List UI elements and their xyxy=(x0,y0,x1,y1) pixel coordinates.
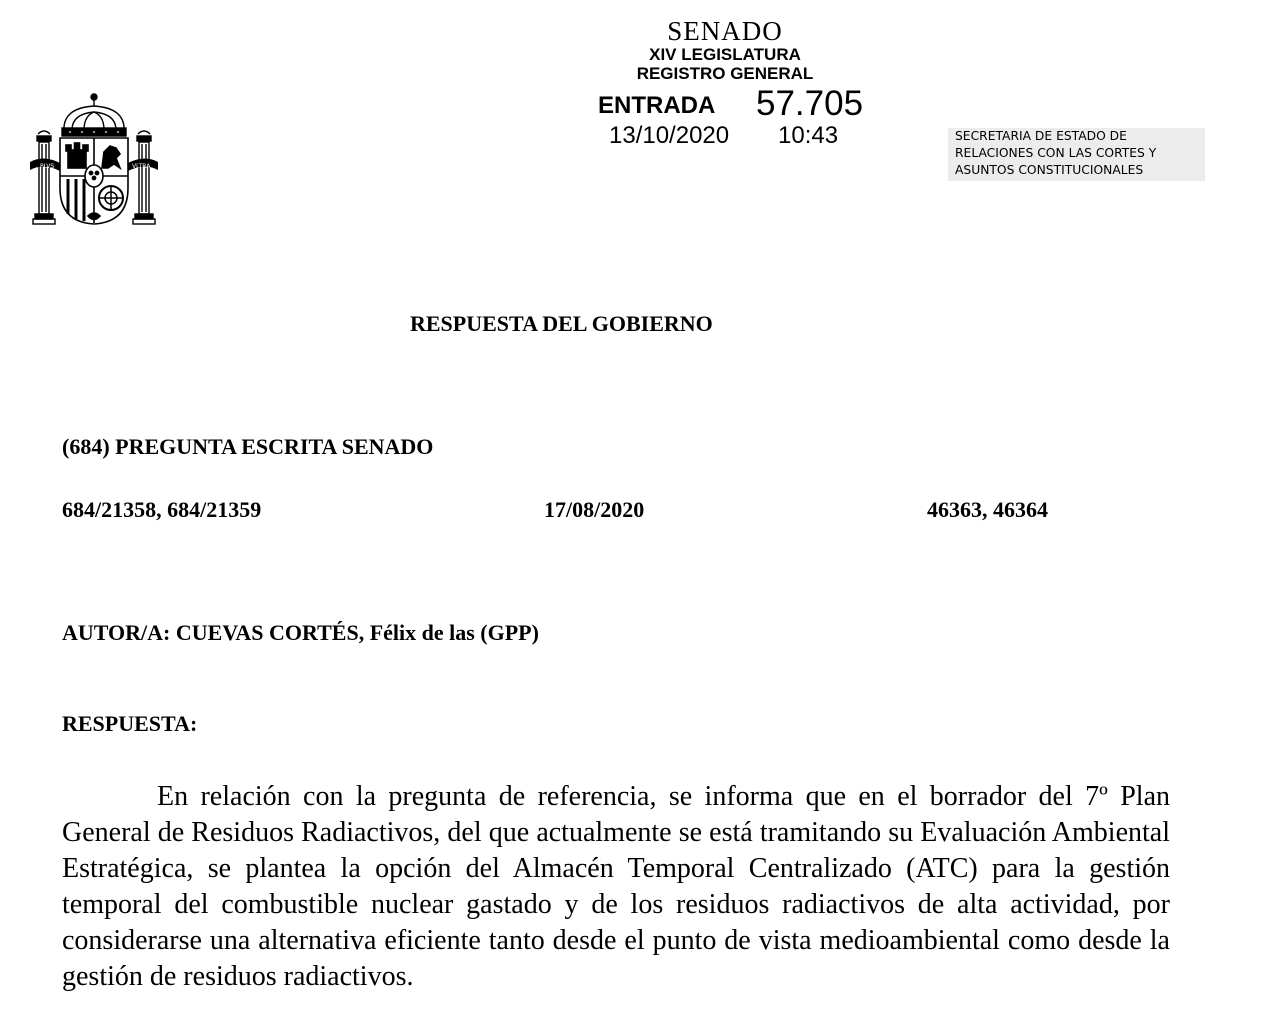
question-type: (684) PREGUNTA ESCRITA SENADO xyxy=(62,434,434,459)
stamp-entry-number: 57.705 xyxy=(756,84,864,123)
stamp-entry-label: ENTRADA xyxy=(598,92,716,119)
svg-text:VLTRA: VLTRA xyxy=(132,163,151,170)
answer-body xyxy=(62,779,1170,995)
stamp-legislature: XIV LEGISLATURA xyxy=(649,45,801,64)
stamp-registry: REGISTRO GENERAL xyxy=(636,64,814,83)
document-title: RESPUESTA DEL GOBIERNO xyxy=(410,311,713,336)
coat-of-arms-icon xyxy=(28,92,160,226)
secretaria-line: SECRETARIA DE ESTADO DE xyxy=(955,129,1127,143)
question-references: 684/21358, 684/21359 xyxy=(62,497,262,522)
author-line: AUTOR/A: CUEVAS CORTÉS, Félix de las (GPP) xyxy=(62,620,539,645)
stamp-date: 13/10/2020 xyxy=(609,122,730,149)
secretaria-header xyxy=(948,128,1205,181)
secretaria-line: ASUNTOS CONSTITUCIONALES xyxy=(955,163,1144,177)
question-date: 17/08/2020 xyxy=(544,497,645,522)
crown xyxy=(62,94,126,136)
answer-label: RESPUESTA: xyxy=(62,711,198,736)
left-pillar xyxy=(33,131,55,224)
svg-text:PLVS: PLVS xyxy=(40,163,55,170)
right-pillar xyxy=(133,131,155,224)
registry-numbers: 46363, 46364 xyxy=(927,497,1048,522)
secretaria-line: RELACIONES CON LAS CORTES Y xyxy=(955,146,1157,160)
stamp-time: 10:43 xyxy=(778,122,839,149)
answer-paragraph: En relación con la pregunta de referencia, se informa que en el borrador del 7º Plan General de Residuos Radiactivos, del que actualmente se está tramitando su Evaluación Ambiental Estratégica, se plantea la opción del Almacén Temporal Centralizado (ATC) para la gestión temporal del combustible nuclear gastado y de los residuos radiactivos de alta actividad, por considerarse una alternativa eficiente tanto desde el punto de vista medioambiental como desde la gestión de residuos radiactivos. xyxy=(62,781,1170,992)
senado-stamp-title: SENADO xyxy=(667,16,783,46)
shield xyxy=(60,138,128,224)
